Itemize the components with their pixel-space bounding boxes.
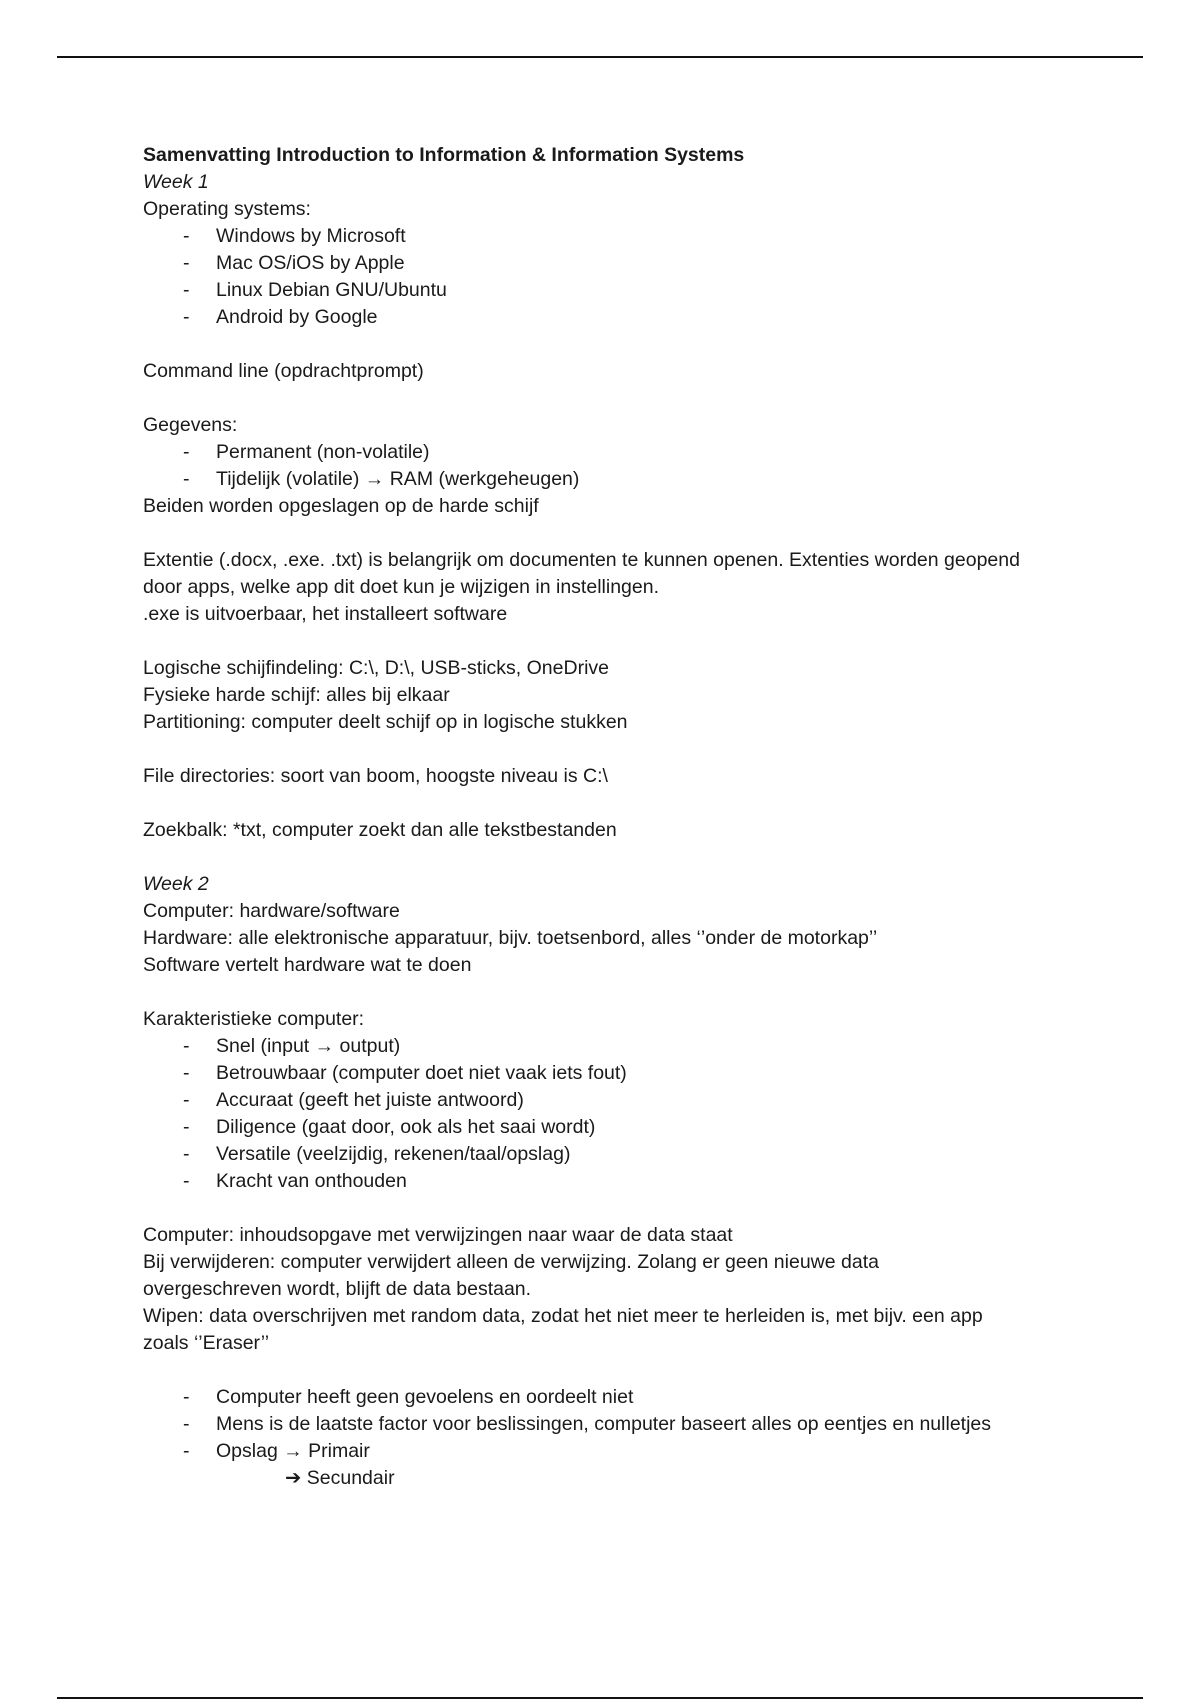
bullet-dash: -	[183, 468, 190, 490]
extentie-line-3: .exe is uitvoerbaar, het installeert software	[143, 603, 508, 625]
bullet-dash: -	[183, 1143, 190, 1165]
list-item: - Accuraat (geeft het juiste antwoord)	[143, 1087, 1083, 1114]
bullet-dash: -	[183, 1035, 190, 1057]
document-page	[143, 142, 1083, 1492]
logische-text: Logische schijfindeling: C:\, D:\, USB-sticks, OneDrive	[143, 657, 610, 679]
bullet-dash: -	[183, 225, 190, 247]
header-rule	[57, 56, 1143, 58]
hardware-text: Hardware: alle elektronische apparatuur, bijv. toetsenbord, alles ‘’onder de motorkap’’	[143, 927, 878, 949]
bullet-dash: -	[183, 279, 190, 301]
list-item: - Opslag → Primair	[143, 1438, 1083, 1465]
bullet-dash: -	[183, 306, 190, 328]
bullet-dash: -	[183, 1413, 190, 1435]
zoekbalk-text: Zoekbalk: *txt, computer zoekt dan alle tekstbestanden	[143, 819, 617, 841]
verwijderen-line-2: overgeschreven wordt, blijft de data bestaan.	[143, 1278, 532, 1300]
bullet-dash: -	[183, 441, 190, 463]
fysieke-text: Fysieke harde schijf: alles bij elkaar	[143, 684, 450, 706]
bullet-dash: -	[183, 1440, 190, 1462]
list-item: - Kracht van onthouden	[143, 1168, 1083, 1195]
os-label: Operating systems:	[143, 198, 311, 220]
bullet-dash: -	[183, 1116, 190, 1138]
verwijderen-line-1: Bij verwijderen: computer verwijdert alleen de verwijzing. Zolang er geen nieuwe data	[143, 1251, 879, 1273]
list-item: - Mac OS/iOS by Apple	[143, 250, 1083, 277]
list-item: - Android by Google	[143, 304, 1083, 331]
list-item: - Snel (input → output)	[143, 1033, 1083, 1060]
wipen-line-1: Wipen: data overschrijven met random data, zodat het niet meer te herleiden is, met bijv. een app	[143, 1305, 983, 1327]
bullet-dash: -	[183, 1170, 190, 1192]
extentie-line-2: door apps, welke app dit doet kun je wijzigen in instellingen.	[143, 576, 659, 598]
list-item: - Linux Debian GNU/Ubuntu	[143, 277, 1083, 304]
list-item: - Windows by Microsoft	[143, 223, 1083, 250]
command-line-text: Command line (opdrachtprompt)	[143, 360, 424, 382]
software-text: Software vertelt hardware wat te doen	[143, 954, 472, 976]
extentie-line-1: Extentie (.docx, .exe. .txt) is belangrijk om documenten te kunnen openen. Extenties worden geopend	[143, 549, 1020, 571]
list-item: - Diligence (gaat door, ook als het saai wordt)	[143, 1114, 1083, 1141]
list-item: - Computer heeft geen gevoelens en oordeelt niet	[143, 1384, 1083, 1411]
computer-text: Computer: hardware/software	[143, 900, 400, 922]
week2-heading: Week 2	[143, 873, 209, 895]
week1-heading: Week 1	[143, 171, 209, 193]
footer-rule	[57, 1697, 1143, 1699]
inhoud-text: Computer: inhoudsopgave met verwijzingen naar waar de data staat	[143, 1224, 733, 1246]
gegevens-label: Gegevens:	[143, 414, 238, 436]
secundair-sub-item: ➔ Secundair	[285, 1467, 395, 1489]
document-title: Samenvatting Introduction to Information & Information Systems	[143, 144, 745, 166]
list-item: - Versatile (veelzijdig, rekenen/taal/opslag)	[143, 1141, 1083, 1168]
karakteristieke-label: Karakteristieke computer:	[143, 1008, 365, 1030]
bullet-dash: -	[183, 1089, 190, 1111]
file-directories-text: File directories: soort van boom, hoogste niveau is C:\	[143, 765, 608, 787]
list-item: - Permanent (non-volatile)	[143, 439, 1083, 466]
bullet-dash: -	[183, 252, 190, 274]
partitioning-text: Partitioning: computer deelt schijf op in logische stukken	[143, 711, 628, 733]
bullet-dash: -	[183, 1386, 190, 1408]
gegevens-note: Beiden worden opgeslagen op de harde schijf	[143, 495, 539, 517]
bullet-dash: -	[183, 1062, 190, 1084]
list-item: - Tijdelijk (volatile) → RAM (werkgeheugen)	[143, 466, 1083, 493]
list-item: - Betrouwbaar (computer doet niet vaak iets fout)	[143, 1060, 1083, 1087]
wipen-line-2: zoals ‘’Eraser’’	[143, 1332, 270, 1354]
list-item: - Mens is de laatste factor voor beslissingen, computer baseert alles op eentjes en nulletjes	[143, 1411, 1083, 1438]
